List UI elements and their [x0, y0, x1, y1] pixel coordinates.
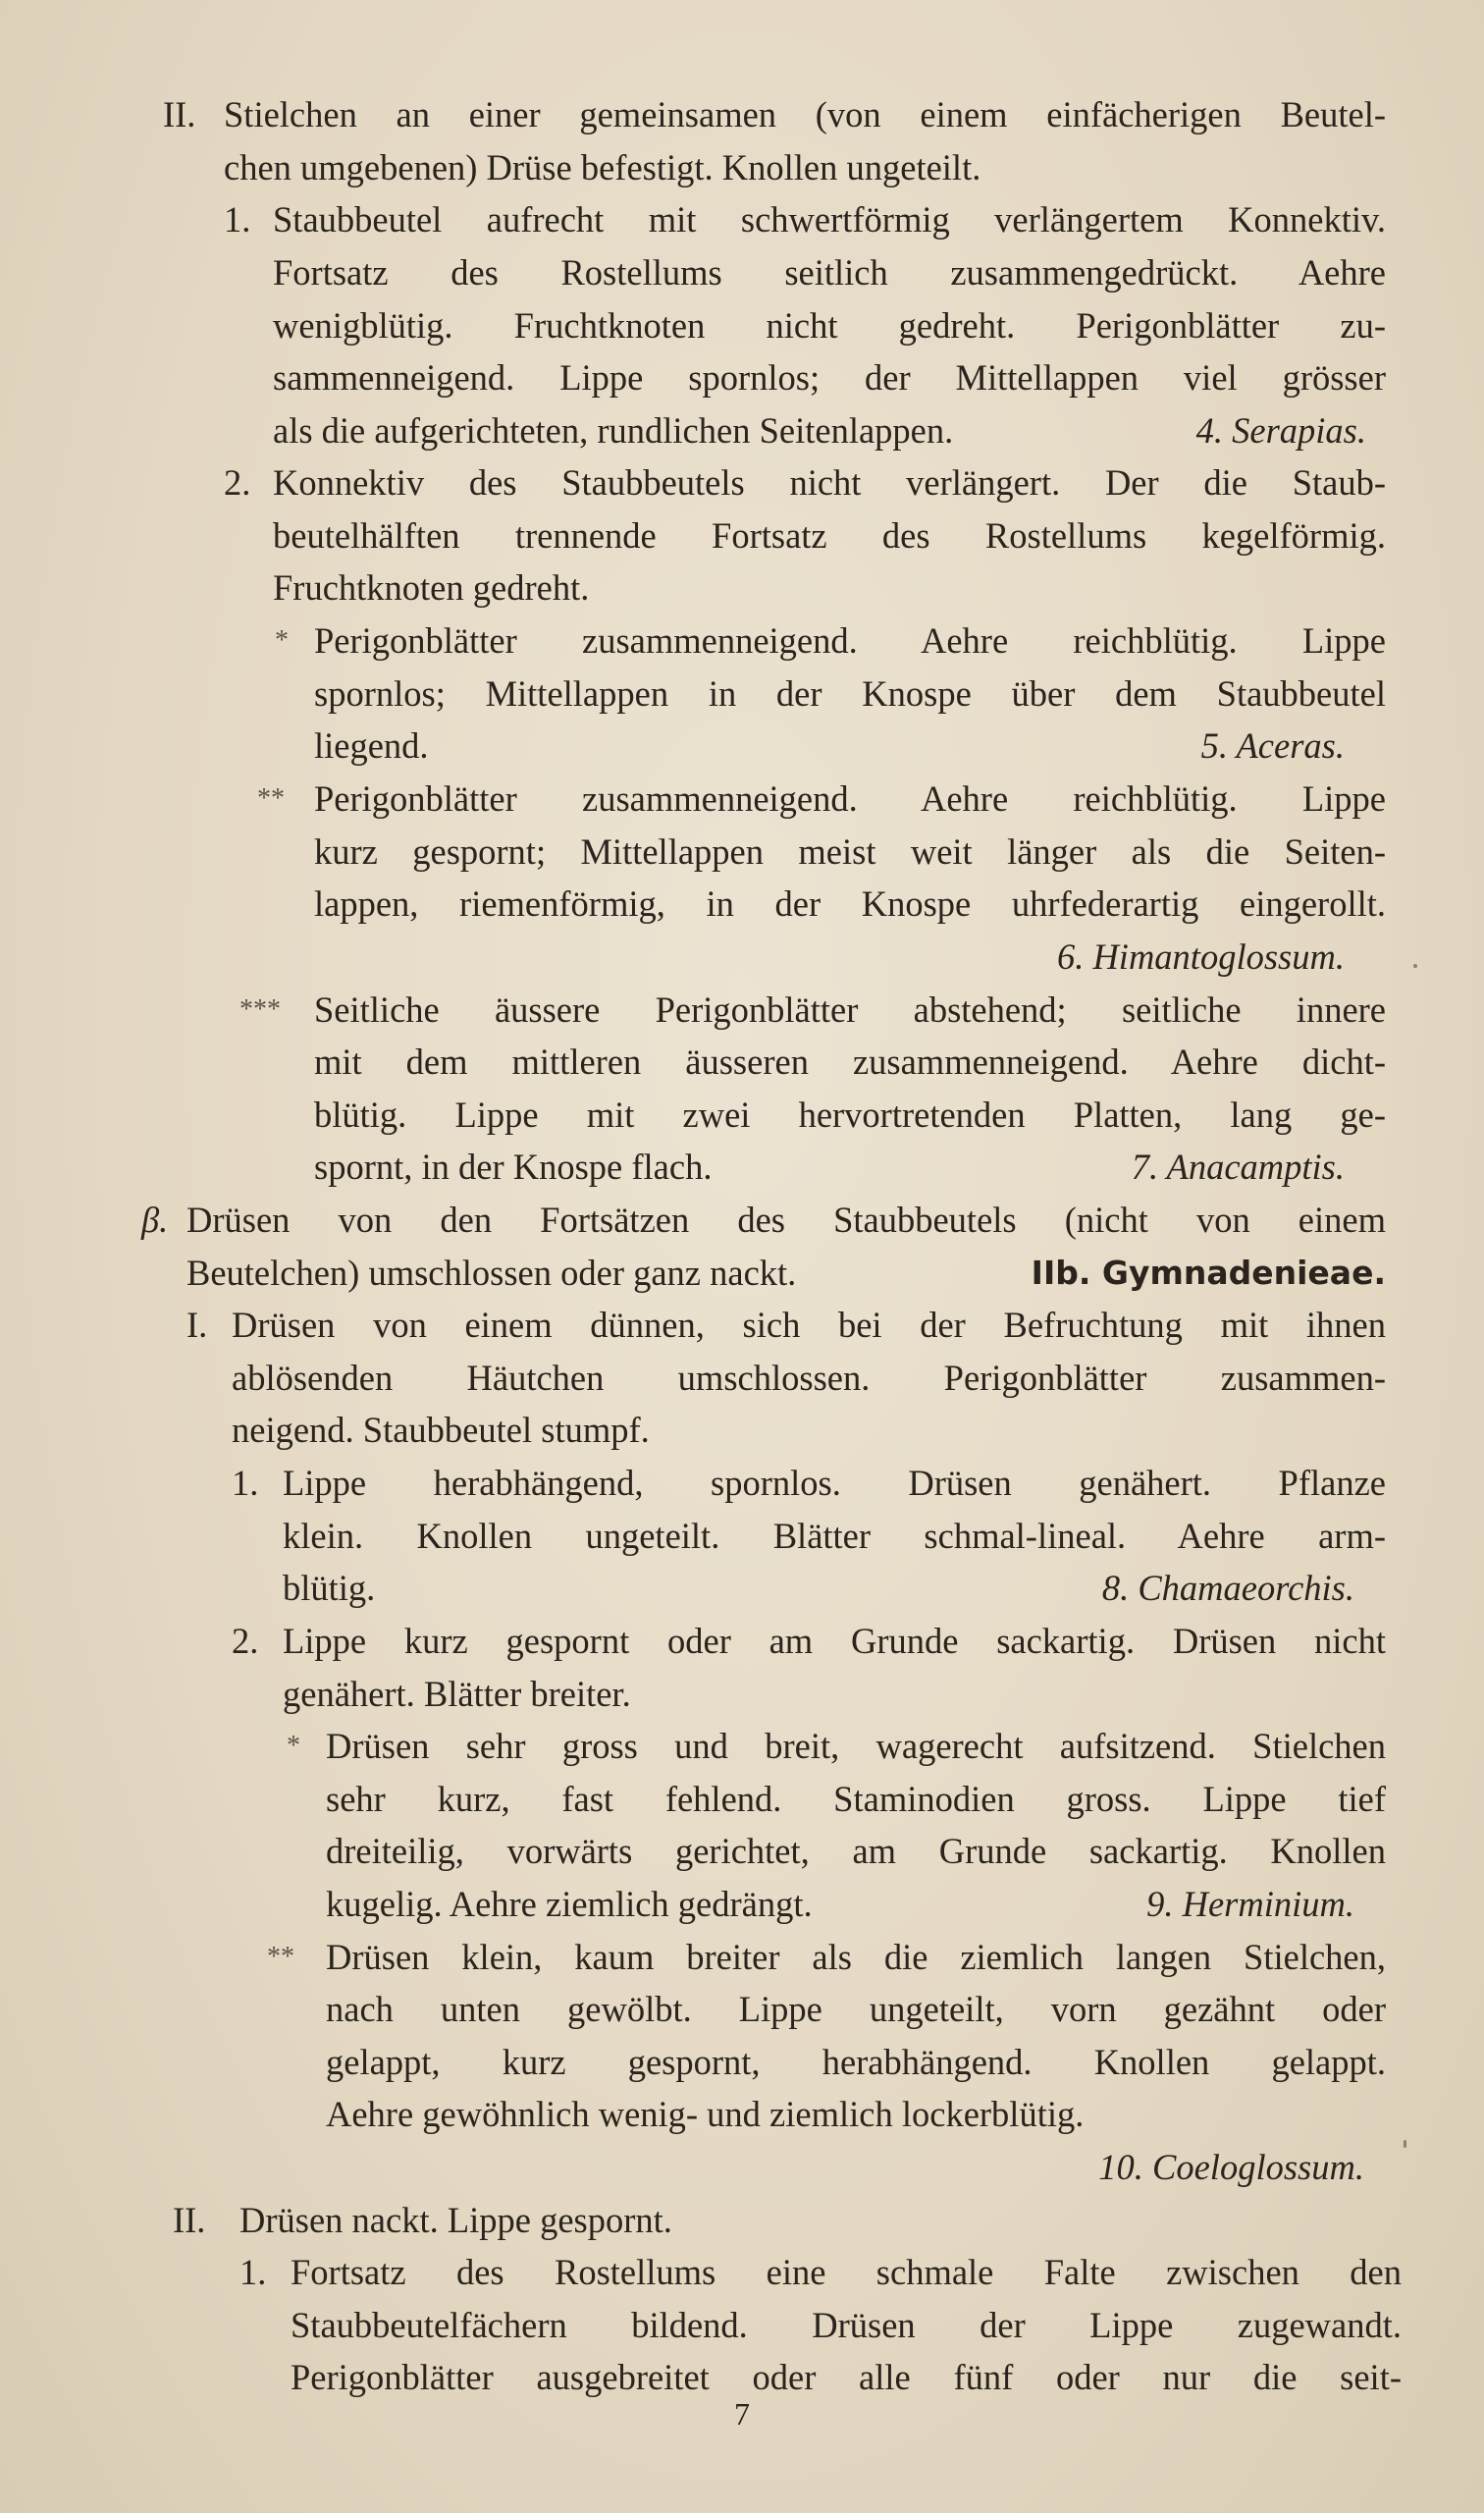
text-line	[0, 142, 1484, 193]
asterisk-marker: **	[257, 783, 285, 814]
genus-name: 6. Himantoglossum.	[1056, 936, 1345, 977]
text-line	[0, 457, 1484, 508]
text-line	[0, 2142, 1484, 2193]
paper-speck	[1413, 964, 1417, 968]
text-line	[0, 2247, 1484, 2298]
item-marker: 1.	[224, 199, 251, 240]
item-marker: 1.	[232, 1463, 259, 1503]
line-text: Fortsatz des Rostellums eine schmale Falte zwischen den	[291, 2252, 1402, 2292]
line-text: liegend.	[314, 725, 429, 766]
asterisk-marker: ***	[239, 994, 281, 1025]
text-line	[0, 1932, 1484, 1983]
item-marker: 2.	[232, 1621, 259, 1661]
line-text: klein. Knollen ungeteilt. Blätter schmal-lineal. Aehre arm-	[283, 1516, 1386, 1556]
text-line	[0, 1563, 1484, 1614]
line-text: nach unten gewölbt. Lippe ungeteilt, vorn gezähnt oder	[326, 1989, 1386, 2029]
line-text: blütig.	[283, 1568, 376, 1608]
section-marker: I.	[186, 1305, 208, 1345]
line-text: lappen, riemenförmig, in der Knospe uhrfederartig eingerollt.	[314, 883, 1386, 924]
text-line	[0, 562, 1484, 614]
item-marker: 2.	[224, 462, 251, 503]
text-line	[0, 1300, 1484, 1351]
line-text: Perigonblätter zusammenneigend. Aehre reichblütig. Lippe	[314, 620, 1386, 661]
line-text: Drüsen sehr gross und breit, wagerecht aufsitzend. Stielchen	[326, 1726, 1386, 1766]
line-text: Beutelchen) umschlossen oder ganz nackt.	[186, 1253, 797, 1293]
asterisk-marker: *	[287, 1731, 300, 1761]
line-text: Aehre gewöhnlich wenig- und ziemlich lockerblütig.	[326, 2094, 1085, 2134]
genus-name: 9. Herminium.	[1146, 1884, 1354, 1924]
line-text: Lippe herabhängend, spornlos. Drüsen genähert. Pflanze	[283, 1463, 1386, 1503]
text-line	[0, 89, 1484, 140]
text-line	[0, 1142, 1484, 1193]
text-line	[0, 1405, 1484, 1456]
line-text: Konnektiv des Staubbeutels nicht verlängert. Der die Staub-	[273, 462, 1386, 503]
text-line	[0, 932, 1484, 983]
line-text: genähert. Blätter breiter.	[283, 1674, 631, 1714]
asterisk-marker: *	[275, 625, 289, 656]
line-text: neigend. Staubbeutel stumpf.	[232, 1410, 650, 1450]
line-text: als die aufgerichteten, rundlichen Seitenlappen.	[273, 410, 954, 451]
genus-name: 4. Serapias.	[1195, 410, 1366, 451]
genus-name: 5. Aceras.	[1200, 725, 1345, 766]
text-line	[0, 247, 1484, 298]
text-line	[0, 510, 1484, 561]
genus-name: 10. Coeloglossum.	[1098, 2147, 1364, 2187]
text-line	[0, 2300, 1484, 2351]
text-line	[0, 2037, 1484, 2088]
text-line	[0, 615, 1484, 667]
section-marker: II.	[173, 2200, 206, 2240]
text-line	[0, 1826, 1484, 1877]
line-text: Drüsen von den Fortsätzen des Staubbeutels (nicht von einem	[186, 1200, 1386, 1240]
line-text: dreiteilig, vorwärts gerichtet, am Grunde sackartig. Knollen	[326, 1831, 1386, 1871]
text-line	[0, 668, 1484, 720]
line-text: sammenneigend. Lippe spornlos; der Mittellappen viel grösser	[273, 357, 1386, 398]
line-text: Lippe kurz gespornt oder am Grunde sackartig. Drüsen nicht	[283, 1621, 1386, 1661]
line-text: ablösenden Häutchen umschlossen. Perigonblätter zusammen-	[232, 1358, 1386, 1398]
text-line	[0, 1248, 1484, 1299]
text-line	[0, 985, 1484, 1036]
text-line	[0, 1984, 1484, 2035]
line-text: chen umgebenen) Drüse befestigt. Knollen ungeteilt.	[224, 147, 981, 187]
text-line	[0, 1616, 1484, 1667]
line-text: Fruchtknoten gedreht.	[273, 567, 590, 608]
line-text: Drüsen klein, kaum breiter als die ziemlich langen Stielchen,	[326, 1937, 1386, 1977]
text-line	[0, 774, 1484, 825]
text-line	[0, 1721, 1484, 1772]
text-line	[0, 827, 1484, 878]
asterisk-marker: **	[267, 1942, 294, 1972]
line-text: Perigonblätter ausgebreitet oder alle fünf oder nur die seit-	[291, 2357, 1402, 2397]
section-marker: β.	[141, 1200, 169, 1240]
text-line	[0, 2089, 1484, 2140]
genus-name: 8. Chamaeorchis.	[1101, 1568, 1354, 1608]
text-line	[0, 2195, 1484, 2246]
text-line	[0, 1879, 1484, 1930]
page-number: 7	[734, 2396, 750, 2432]
line-text: blütig. Lippe mit zwei hervortretenden Platten, lang ge-	[314, 1095, 1386, 1135]
text-line	[0, 1195, 1484, 1246]
line-text: mit dem mittleren äusseren zusammenneigend. Aehre dicht-	[314, 1042, 1386, 1082]
line-text: Staubbeutelfächern bildend. Drüsen der Lippe zugewandt.	[291, 2305, 1402, 2345]
text-line	[0, 405, 1484, 456]
text-line	[0, 352, 1484, 403]
text-line	[0, 1458, 1484, 1509]
paper-speck	[1404, 2140, 1406, 2148]
text-line	[0, 1037, 1484, 1088]
line-text: beutelhälften trennende Fortsatz des Rostellums kegelförmig.	[273, 515, 1386, 556]
line-text: Drüsen nackt. Lippe gespornt.	[239, 2200, 672, 2240]
line-text: sehr kurz, fast fehlend. Staminodien gross. Lippe tief	[326, 1779, 1386, 1819]
text-line	[0, 879, 1484, 930]
line-text: wenigblütig. Fruchtknoten nicht gedreht. Perigonblätter zu-	[273, 305, 1386, 346]
line-text: kurz gespornt; Mittellappen meist weit länger als die Seiten-	[314, 831, 1386, 872]
section-marker: II.	[163, 94, 196, 134]
tribe-heading: IIb. Gymnadenieae.	[1031, 1254, 1386, 1292]
text-line	[0, 1090, 1484, 1141]
text-line	[0, 721, 1484, 772]
text-line	[0, 1669, 1484, 1720]
line-text: Fortsatz des Rostellums seitlich zusammengedrückt. Aehre	[273, 252, 1386, 293]
line-text: Perigonblätter zusammenneigend. Aehre reichblütig. Lippe	[314, 778, 1386, 819]
text-line	[0, 1511, 1484, 1562]
line-text: gelappt, kurz gespornt, herabhängend. Knollen gelappt.	[326, 2042, 1386, 2082]
line-text: Stielchen an einer gemeinsamen (von einem einfächerigen Beutel-	[224, 94, 1386, 134]
line-text: Staubbeutel aufrecht mit schwertförmig verlängertem Konnektiv.	[273, 199, 1386, 240]
line-text: kugelig. Aehre ziemlich gedrängt.	[326, 1884, 813, 1924]
line-text: Drüsen von einem dünnen, sich bei der Befruchtung mit ihnen	[232, 1305, 1386, 1345]
line-text: spornt, in der Knospe flach.	[314, 1147, 713, 1187]
text-line	[0, 194, 1484, 245]
line-text: Seitliche äussere Perigonblätter abstehend; seitliche innere	[314, 989, 1386, 1030]
item-marker: 1.	[239, 2252, 267, 2292]
genus-name: 7. Anacamptis.	[1131, 1147, 1345, 1187]
text-line	[0, 1353, 1484, 1404]
text-line	[0, 300, 1484, 351]
line-text: spornlos; Mittellappen in der Knospe über dem Staubbeutel	[314, 673, 1386, 714]
text-line	[0, 1774, 1484, 1825]
